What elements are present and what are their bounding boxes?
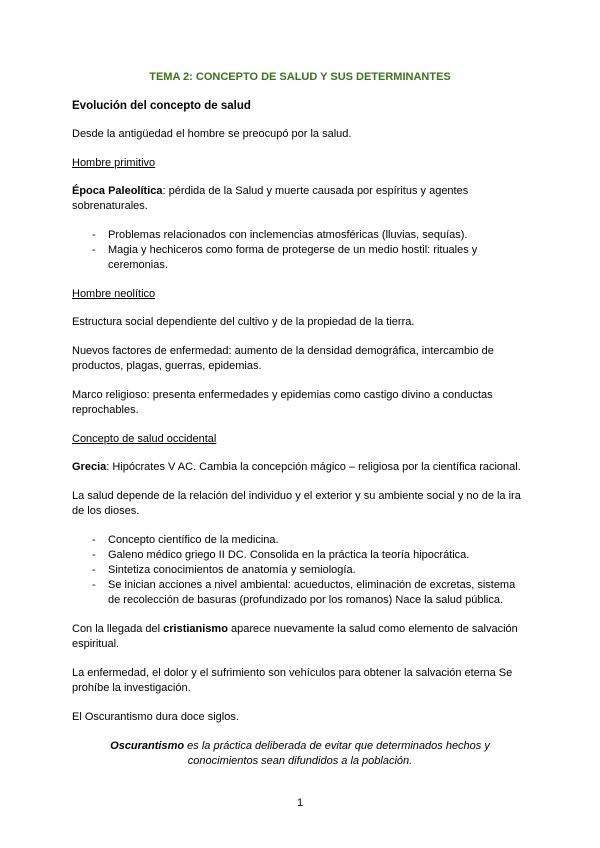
cristianismo-paragraph: Con la llegada del cristianismo aparece nuevamente la salud como elemento de salvación espiritual. — [72, 623, 518, 650]
definition-quote — [102, 739, 498, 769]
subheading-neolitico: Hombre neolítico — [72, 288, 156, 300]
list-item: - Galeno médico griego II DC. Consolida en la práctica la teoría hipocrática. — [92, 549, 470, 561]
section-heading: Evolución del concepto de salud — [72, 100, 251, 112]
occidental-paragraph-3: El Oscurantismo dura doce siglos. — [72, 711, 239, 723]
cristianismo-bold: cristianismo — [163, 623, 228, 635]
subheading-primitivo: Hombre primitivo — [72, 157, 156, 169]
occidental-list — [72, 533, 528, 608]
list-item: - Magia y hechiceros como forma de protegerse de un medio hostil: rituales y ceremonias. — [92, 244, 478, 271]
paleolitica-paragraph — [72, 184, 528, 214]
primitivo-list — [72, 228, 528, 273]
list-item: - Problemas relacionados con inclemencias atmosféricas (lluvias, sequías). — [92, 229, 468, 241]
occidental-paragraph-2: La enfermedad, el dolor y el sufrimiento son vehículos para obtener la salvación eterna Se prohíbe la investigación. — [72, 667, 513, 694]
document-page — [72, 70, 528, 769]
intro-paragraph: Desde la antigüedad el hombre se preocupó por la salud. — [72, 128, 352, 140]
list-item: - Sintetiza conocimientos de anatomía y semiología. — [92, 564, 356, 576]
neolitico-paragraph-3: Marco religioso: presenta enfermedades y epidemias como castigo divino a conductas reprochables. — [72, 389, 493, 416]
paleolitica-bold: Época Paleolítica — [72, 185, 163, 197]
list-item: - Se inician acciones a nivel ambiental: acueductos, eliminación de excretas, sistema de recolección de basuras (profundizado por los romanos) Nace la salud pública. — [92, 579, 516, 606]
document-title: TEMA 2: CONCEPTO DE SALUD Y SUS DETERMINANTES — [149, 71, 451, 83]
paleolitica-text: : pérdida de la Salud y muerte causada por espíritus y agentes sobrenaturales. — [72, 185, 469, 212]
list-item: - Concepto científico de la medicina. — [92, 534, 279, 546]
quote-text: es la práctica deliberada de evitar que determinados hechos y conocimientos sean difundidos a la población. — [184, 740, 490, 767]
subheading-occidental: Concepto de salud occidental — [72, 433, 217, 445]
occidental-paragraph-1: La salud depende de la relación del individuo y el exterior y su ambiente social y no de la ira de los dioses. — [72, 490, 521, 517]
quote-bold: Oscurantismo — [110, 740, 185, 752]
neolitico-paragraph-1: Estructura social dependiente del cultivo y de la propiedad de la tierra. — [72, 316, 415, 328]
page-number: 1 — [296, 797, 304, 809]
neolitico-paragraph-2: Nuevos factores de enfermedad: aumento de la densidad demográfica, intercambio de productos, plagas, guerras, epidemias. — [72, 345, 494, 372]
grecia-bold: Grecia — [72, 461, 107, 473]
grecia-text: : Hipócrates V AC. Cambia la concepción mágico – religiosa por la científica racional. — [106, 461, 521, 473]
grecia-paragraph — [72, 460, 528, 475]
